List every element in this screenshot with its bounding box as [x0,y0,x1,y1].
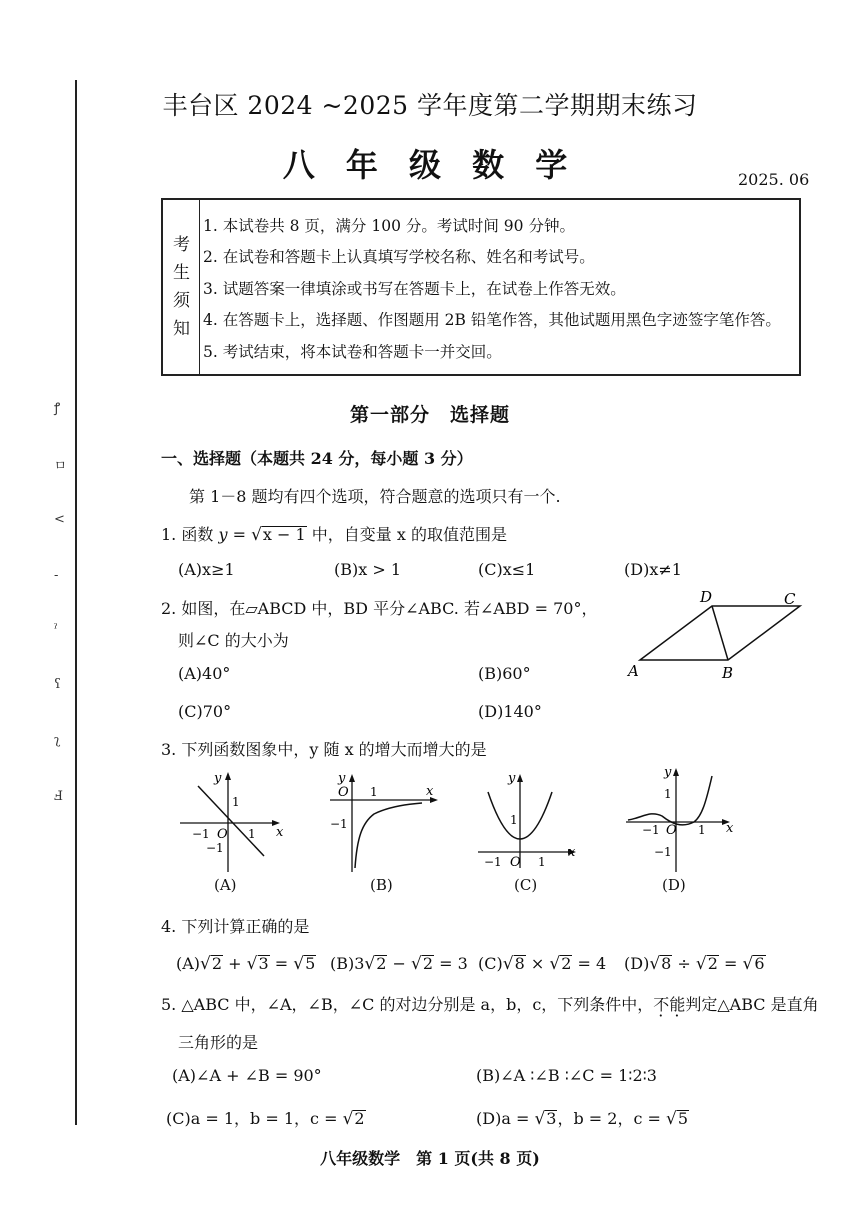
x-label: x [276,825,284,840]
radicand: 3 [258,954,269,973]
operator: ÷ [672,954,696,973]
radical-sign: √ [342,1109,354,1129]
x-label: x [426,784,434,799]
margin-mark: < [54,512,65,527]
tick-label: −1 [330,817,348,831]
option-text: (C)a = 1，b = 1，c = [166,1109,343,1128]
radical-sign: √ [364,954,376,974]
radical-sign: √ [411,954,422,974]
q2-option-d: (D)140° [478,702,542,721]
graph-c [474,768,584,878]
graph-a-label: (A) [214,876,237,894]
graph-d-label: (D) [662,876,686,894]
option-text: ，b = 2，c = [557,1109,667,1128]
tick-label: −1 [642,823,660,837]
question-1 [161,522,507,545]
notice-item: 5. 考试结束，将本试卷和答题卡一并交回。 [203,343,502,361]
radical-sign: √ [534,1109,546,1129]
exam-date: 2025. 06 [738,170,810,189]
equals: = [718,954,743,973]
radical-sign: √ [695,954,707,974]
q5-text: 5. △ABC 中，∠A，∠B，∠C 的对边分别是 a，b，c，下列条件中， [161,995,654,1014]
parallelogram-figure [620,590,810,685]
radicand: 2 [211,954,223,973]
q5-option-b: (B)∠A ∶∠B ∶∠C = 1∶2∶3 [476,1066,657,1085]
origin-label: O [338,785,349,800]
radical-sign: √ [502,954,514,974]
notice-label-char: 考 [173,235,190,255]
margin-mark: Ⅎ [54,789,64,804]
notice-label-char: 须 [173,291,190,311]
q5-option-a: (A)∠A + ∠B = 90° [172,1066,322,1085]
notice-label-char: 生 [173,263,190,283]
radicand: 8 [514,954,525,973]
tick-label: −1 [192,827,210,841]
radical-sign: √ [246,954,258,974]
operator: − [387,954,412,973]
q4-option-a [176,954,316,974]
margin-mark: ꝭ [54,401,61,416]
radical-sign: √ [549,954,561,974]
graph-a [176,768,286,878]
vertex-c-label: C [784,590,796,608]
radicand: 6 [754,954,765,973]
q1-radicand: x − 1 [262,525,306,544]
radical-sign: √ [293,954,305,974]
tick-label: −1 [654,845,672,859]
margin-mark: ʅ [54,733,61,748]
equals: = 3 [434,954,468,973]
curve-b [355,803,422,868]
y-label: y [338,771,346,786]
q1-y: y [218,525,228,544]
q1-option-b: (B)x > 1 [334,560,402,579]
radicand: 5 [305,954,316,973]
tick-label: 1 [538,855,546,869]
question-5-line1 [161,992,819,1015]
graph-c-label: (C) [514,876,538,894]
radicand: 2 [422,954,434,973]
radicand: 8 [661,954,672,973]
y-label: y [508,771,516,786]
notice-item: 2. 在试卷和答题卡上认真填写学校名称、姓名和考试号。 [203,248,595,266]
operator: × [525,954,550,973]
origin-label: O [217,827,228,842]
margin-mark: ʕ [54,677,61,692]
exam-title: 丰台区 2024 ~2025 学年度第二学期期末练习 [162,91,698,120]
q5-option-d [476,1106,689,1129]
page-footer: 八年级数学 第 1 页(共 8 页) [320,1149,540,1168]
q1-prefix: 1. 函数 [161,525,219,544]
option-text: (D)a = [476,1109,535,1128]
diagonal-bd [712,606,728,660]
notice-item: 1. 本试卷共 8 页，满分 100 分。考试时间 90 分钟。 [203,217,575,235]
q4-option-c [478,954,606,974]
vertex-a-label: A [628,662,639,680]
x-label: x [726,821,734,836]
origin-label: O [666,823,677,838]
graph-d [622,762,740,878]
q2-option-c: (C)70° [178,702,232,721]
origin-label: O [510,855,521,870]
q5-text: 判定△ABC 是直角 [685,995,819,1014]
q1-option-a: (A)x≥1 [178,560,235,579]
margin-mark: ㅁ [54,459,67,474]
question-5-line2: 三角形的是 [178,1033,259,1052]
emphasis-char: 不 [653,995,670,1014]
radical-sign: √ [666,1109,677,1129]
option-label: (D) [624,954,650,973]
y-label: y [664,765,672,780]
y-axis-arrow [517,774,523,782]
notice-box [161,198,801,376]
notice-label [163,200,200,374]
q4-option-d [624,954,766,974]
q5-option-c [166,1106,366,1129]
tick-label: 1 [664,787,672,801]
subject-title: 八 年 级 数 学 [282,146,578,184]
question-2-line1: 2. 如图，在▱ABCD 中，BD 平分∠ABC. 若∠ABD = 70°， [161,599,598,618]
option-label: (C) [478,954,503,973]
tick-label: −1 [484,855,502,869]
notice-label-char: 知 [173,319,190,339]
radicand: 2 [707,954,718,973]
tick-label: 1 [698,823,706,837]
vertex-d-label: D [700,590,713,606]
tick-label: −1 [206,841,224,855]
question-4: 4. 下列计算正确的是 [161,917,310,936]
part-title: 第一部分 选择题 [349,404,510,426]
radicand: 2 [354,1109,365,1128]
y-axis-arrow [349,774,355,782]
operator: + [223,954,247,973]
margin-mark: ˀ [54,622,58,637]
equals: = 4 [572,954,607,973]
binding-line [75,80,77,1125]
y-axis-arrow [225,772,231,780]
radical-sign: √ [200,954,211,974]
graph-b-label: (B) [370,876,393,894]
question-2-line2: 则∠C 的大小为 [178,631,289,650]
question-3: 3. 下列函数图象中，y 随 x 的增大而增大的是 [161,740,487,759]
q1-option-d: (D)x≠1 [624,560,682,579]
y-axis-arrow [673,768,679,776]
radical-sign: √ [742,954,754,974]
q1-option-c: (C)x≤1 [478,560,536,579]
q1-suffix: 中，自变量 x 的取值范围是 [306,525,507,544]
radicand: 3 [546,1109,557,1128]
radicand: 5 [677,1109,689,1128]
x-label: x [568,845,576,860]
tick-label: 1 [248,827,256,841]
radicand: 2 [561,954,572,973]
y-label: y [214,771,222,786]
tick-label: 1 [370,785,378,799]
notice-item: 4. 在答题卡上，选择题、作图题用 2B 铅笔作答，其他试题用黑色字迹签字笔作答。 [203,311,781,329]
emphasis-char: 能 [669,995,686,1014]
radicand: 2 [376,954,387,973]
q4-option-b [330,954,468,974]
option-label: (B)3 [330,954,365,973]
section-title: 一、选择题（本题共 24 分，每小题 3 分） [161,449,473,468]
margin-mark: - [54,568,59,583]
graph-b [326,768,444,878]
tick-label: 1 [510,813,518,827]
q2-option-b: (B)60° [478,664,531,683]
equals: = [269,954,294,973]
section-note: 第 1－8 题均有四个选项，符合题意的选项只有一个. [189,487,561,506]
radical-sign: √ [251,525,262,545]
tick-label: 1 [232,795,240,809]
q2-option-a: (A)40° [178,664,231,683]
q1-eq: = [227,525,252,544]
vertex-b-label: B [722,664,734,682]
notice-item: 3. 试题答案一律填涂或书写在答题卡上，在试卷上作答无效。 [203,280,626,298]
option-label: (A) [176,954,201,973]
radical-sign: √ [649,954,661,974]
